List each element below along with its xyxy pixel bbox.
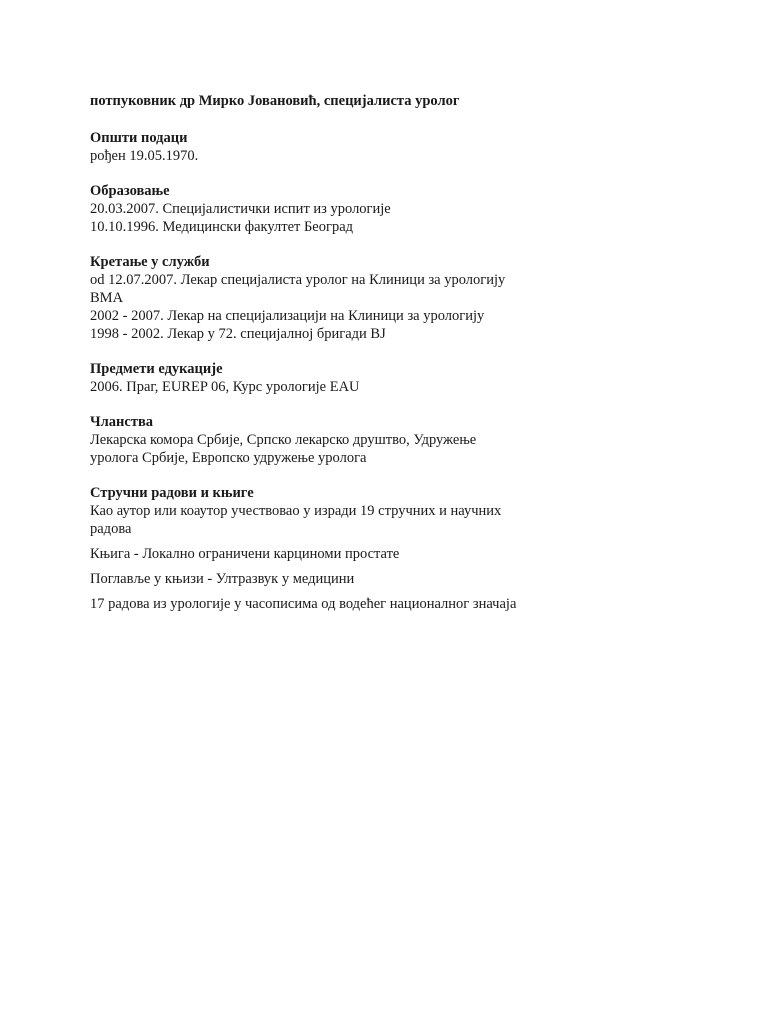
memberships-line: уролога Србије, Европско удружење уролога	[90, 450, 367, 466]
section-training	[90, 360, 540, 396]
education-line: 20.03.2007. Специјалистички испит из урологије	[90, 201, 391, 217]
section-education	[90, 182, 540, 236]
works-paragraph: Као аутор или коаутор учествовао у изради 19 стручних и научних радова	[90, 503, 502, 537]
career-line: od 12.07.2007. Лекар специјалиста уролог на Клиници за урологију ВМА	[90, 272, 506, 306]
education-line: 10.10.1996. Медицински факултет Београд	[90, 219, 354, 235]
section-heading-career: Кретање у служби	[90, 254, 210, 270]
career-line: 2002 - 2007. Лекар на специјализацији на Клиници за урологију	[90, 308, 485, 324]
works-paragraph: Поглавље у књизи - Ултразвук у медицини	[90, 571, 355, 587]
document-title: потпуковник др Мирко Јовановић, специјалиста уролог	[90, 93, 460, 109]
works-paragraph: 17 радова из урологије у часописима од водећег националног значаја	[90, 596, 517, 612]
section-heading-general: Општи подаци	[90, 130, 188, 146]
cv-document	[90, 92, 540, 630]
section-career	[90, 253, 540, 343]
works-paragraph: Књига - Локално ограничени карциноми простате	[90, 546, 400, 562]
section-heading-works: Стручни радови и књиге	[90, 485, 254, 501]
section-heading-memberships: Чланства	[90, 414, 154, 430]
training-line: 2006. Праг, EUREP 06, Курс урологије EAU	[90, 379, 360, 395]
section-heading-training: Предмети едукације	[90, 361, 223, 377]
section-memberships	[90, 413, 540, 467]
section-general	[90, 129, 540, 165]
career-line: 1998 - 2002. Лекар у 72. специјалној бригади ВЈ	[90, 326, 386, 342]
birth-date-line: рођен 19.05.1970.	[90, 148, 199, 164]
section-works	[90, 484, 540, 613]
memberships-line: Лекарска комора Србије, Српско лекарско друштво, Удружење	[90, 432, 477, 448]
section-heading-education: Образовање	[90, 183, 170, 199]
